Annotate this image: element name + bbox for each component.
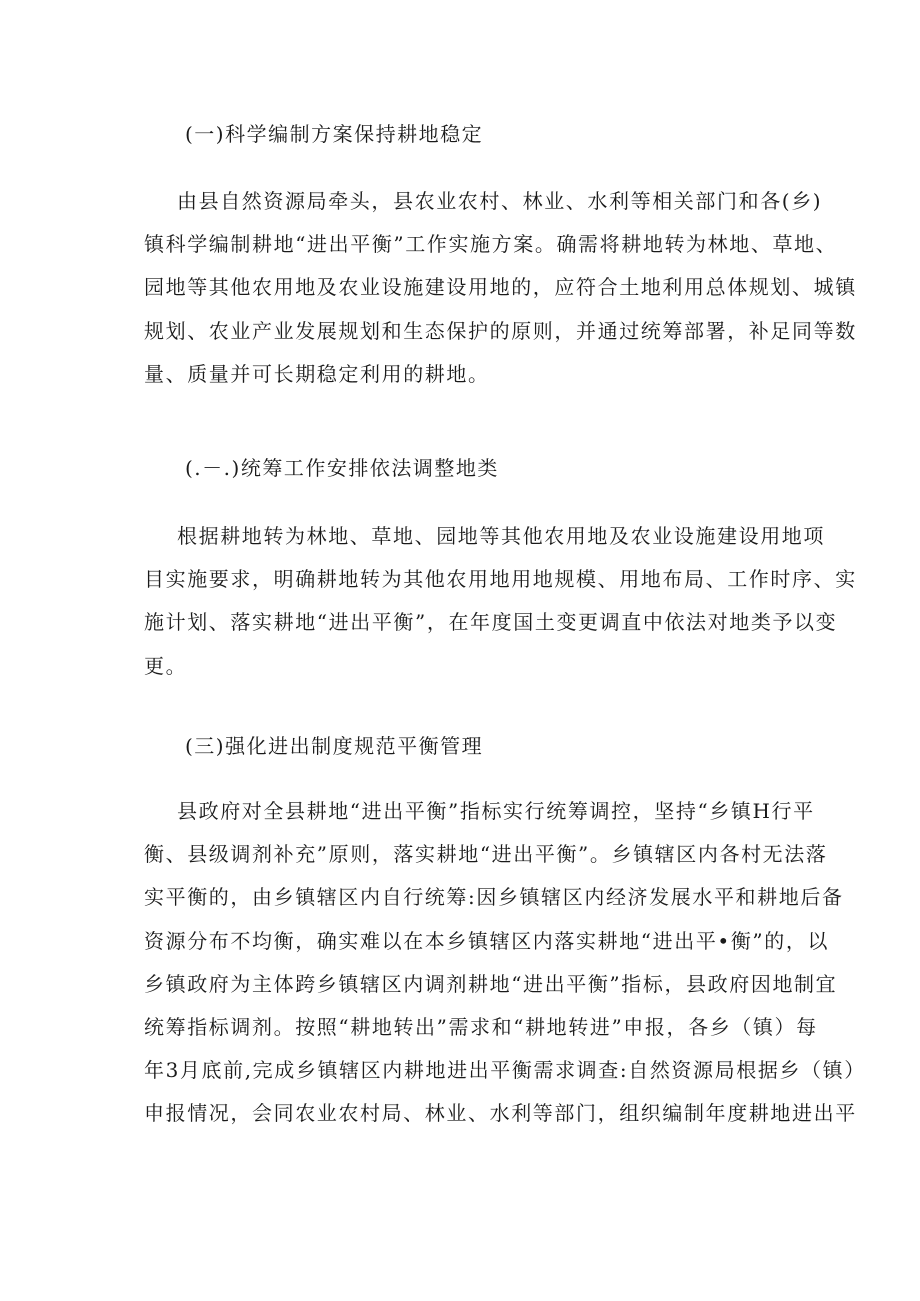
paragraph-line: 年3月底前,完成乡镇辖区内耕地进出平衡需求调查:自然资源局根据乡（镇）	[144, 1058, 866, 1083]
paragraph-line: 更。	[144, 653, 188, 678]
section-heading-1: (一)科学编制方案保持耕地稳定	[185, 122, 484, 146]
paragraph-line: 根据耕地转为林地、草地、园地等其他农用地及农业设施建设用地项	[177, 524, 825, 548]
paragraph-line: 衡、县级调剂补充”原则，落实耕地“进出平衡”。乡镇辖区内各村无法落	[144, 842, 828, 867]
paragraph-line: 资源分布不均衡，确实难以在本乡镇辖区内落实耕地“进出平•衡”的，以	[144, 928, 830, 953]
paragraph-line: 施计划、落实耕地“进出平衡”，在年度国土变更调直中依法对地类予以变	[144, 610, 838, 635]
section-paragraph-3	[144, 790, 866, 1136]
paragraph-line: 申报情况，会同农业农村局、林业、水利等部门，组织编制年度耕地进出平	[144, 1101, 857, 1126]
paragraph-line: 由县自然资源局牵头，县农业农村、林业、水利等相关部门和各(乡)	[177, 189, 823, 213]
section-paragraph-1	[144, 180, 857, 396]
paragraph-line: 目实施要求，明确耕地转为其他农用地用地规模、用地布局、工作时序、实	[144, 567, 857, 592]
paragraph-line: 园地等其他农用地及农业设施建设用地的，应符合土地利用总体规划、城镇	[144, 275, 857, 300]
paragraph-line: 统筹指标调剂。按照“耕地转出”需求和“耕地转进”申报，各乡（镇）每	[144, 1014, 818, 1039]
section-paragraph-2	[144, 515, 857, 688]
paragraph-line: 量、质量并可长期稳定利用的耕地。	[144, 361, 490, 386]
paragraph-line: 乡镇政府为主体跨乡镇辖区内调剂耕地“进出平衡”指标，县政府因地制宜	[144, 971, 838, 996]
paragraph-line: 实平衡的，由乡镇辖区内自行统筹:因乡镇辖区内经济发展水平和耕地后备	[144, 885, 844, 910]
paragraph-line: 县政府对全县耕地“进出平衡”指标实行统筹调控，坚持“乡镇H行平	[177, 799, 815, 823]
paragraph-line: 镇科学编制耕地“进出平衡”工作实施方案。确需将耕地转为林地、草地、	[144, 232, 838, 257]
section-heading-2: (.－.)统筹工作安排依法调整地类	[185, 456, 499, 480]
section-heading-3: (三)强化进出制度规范平衡管理	[185, 734, 484, 758]
paragraph-line: 规划、农业产业发展规划和生态保护的原则，并通过统筹部署，补足同等数	[144, 318, 857, 343]
